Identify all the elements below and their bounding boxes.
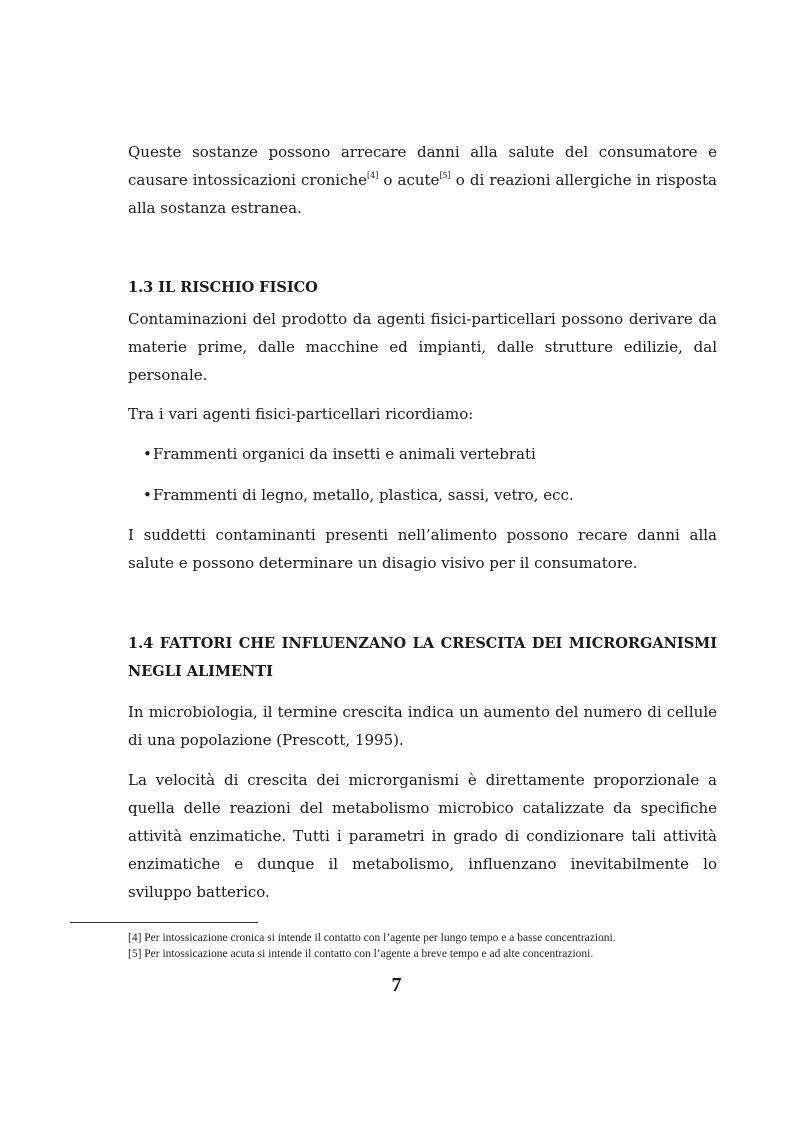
bullet-text: Frammenti di legno, metallo, plastica, sassi, vetro, ecc. <box>153 486 574 504</box>
section-1-3-paragraph-1: Contaminazioni del prodotto da agenti fisici-particellari possono derivare da materie prime, dalle macchine ed impianti, dalle strutture edilizie, dal personale. <box>128 310 717 384</box>
intro-paragraph: Queste sostanze possono arrecare danni alla salute del consumatore e causare intossicazioni croniche[4] o acute[5] o di reazioni allergiche in risposta alla sostanza estranea. <box>128 143 717 217</box>
footnote-ref-4[interactable]: [4] <box>367 171 379 180</box>
bullet-text: Frammenti organici da insetti e animali vertebrati <box>153 445 536 463</box>
section-1-3-heading: 1.3 IL RISCHIO FISICO <box>128 279 318 296</box>
bullet-item-2 <box>143 485 574 505</box>
bullet-icon: • <box>143 486 152 504</box>
section-1-4-paragraph-1: In microbiologia, il termine crescita indica un aumento del numero di cellule di una popolazione (Prescott, 1995). <box>128 703 717 749</box>
bullet-item-1 <box>143 444 536 464</box>
section-1-4-paragraph-2: La velocità di crescita dei microrganismi è direttamente proporzionale a quella delle reazioni del metabolismo microbico catalizzate da specifiche attività enzimatiche. Tutti i parametri in grado di condizionare tali attività enzimatiche e dunque il metabolismo, influenzano inevitabilmente lo sviluppo batterico. <box>128 771 717 901</box>
footnote-ref-5[interactable]: [5] <box>439 171 451 180</box>
section-1-3-paragraph-2: Tra i vari agenti fisici-particellari ricordiamo: <box>128 405 474 423</box>
footnote-5: [5] Per intossicazione acuta si intende il contatto con l’agente a breve tempo e ad alte concentrazioni. <box>128 948 594 960</box>
section-1-4-heading: 1.4 FATTORI CHE INFLUENZANO LA CRESCITA DEI MICRORGANISMI NEGLI ALIMENTI <box>128 635 717 680</box>
page-number: 7 <box>391 974 402 996</box>
footnote-4: [4] Per intossicazione cronica si intende il contatto con l’agente per lungo tempo e a basse concentrazioni. <box>128 932 616 944</box>
footnote-divider <box>70 922 258 923</box>
section-1-3-paragraph-3: I suddetti contaminanti presenti nell’alimento possono recare danni alla salute e possono determinare un disagio visivo per il consumatore. <box>128 526 717 572</box>
bullet-icon: • <box>143 445 152 463</box>
